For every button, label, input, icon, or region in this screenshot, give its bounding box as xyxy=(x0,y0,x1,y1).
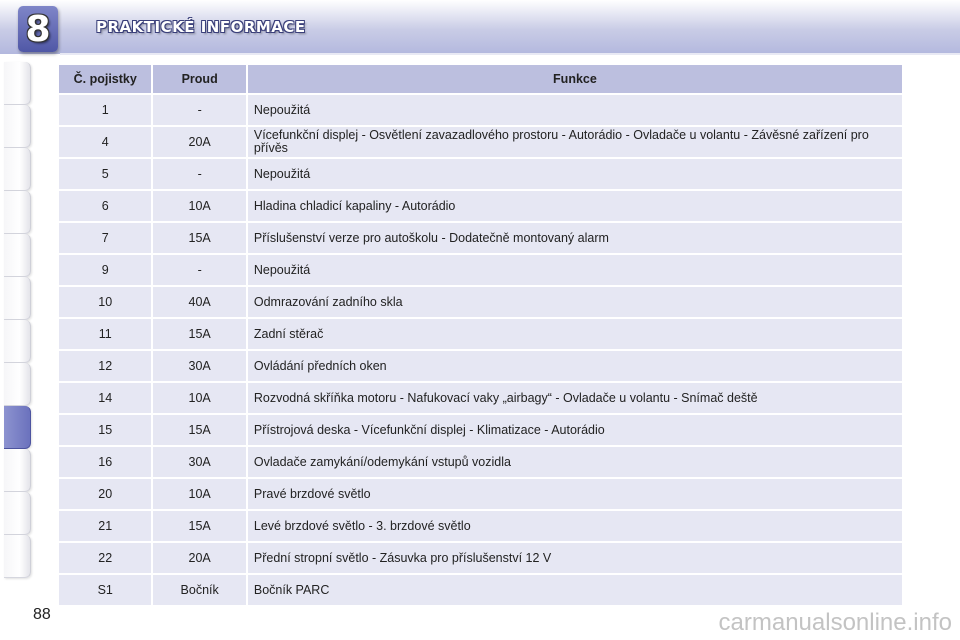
chapter-tab[interactable] xyxy=(4,234,31,277)
table-row xyxy=(59,95,902,125)
chapter-tab[interactable] xyxy=(4,449,31,492)
function-cell: Levé brzdové světlo - 3. brzdové světlo xyxy=(248,511,902,541)
current-cell: 15A xyxy=(153,511,245,541)
function-cell: Hladina chladicí kapaliny - Autorádio xyxy=(248,191,902,221)
table-row xyxy=(59,191,902,221)
current-cell: 15A xyxy=(153,319,245,349)
function-cell: Zadní stěrač xyxy=(248,319,902,349)
current-cell: 30A xyxy=(153,447,245,477)
chapter-badge xyxy=(18,6,58,52)
fuse-number-cell: 11 xyxy=(59,319,151,349)
chapter-tab[interactable] xyxy=(4,320,31,363)
chapter-tab[interactable] xyxy=(4,191,31,234)
fuse-number-cell: S1 xyxy=(59,575,151,605)
table-row xyxy=(59,287,902,317)
fuse-number-cell: 6 xyxy=(59,191,151,221)
function-cell: Přístrojová deska - Vícefunkční displej - Klimatizace - Autorádio xyxy=(248,415,902,445)
table-row xyxy=(59,159,902,189)
header-underline xyxy=(60,53,960,55)
fuse-number-cell: 7 xyxy=(59,223,151,253)
fuse-number-cell: 5 xyxy=(59,159,151,189)
table-row xyxy=(59,319,902,349)
current-cell: 10A xyxy=(153,479,245,509)
table-row xyxy=(59,415,902,445)
table-row xyxy=(59,479,902,509)
fuse-number-cell: 14 xyxy=(59,383,151,413)
current-cell: 10A xyxy=(153,383,245,413)
function-cell: Rozvodná skříňka motoru - Nafukovací vaky „airbagy“ - Ovladače u volantu - Snímač deště xyxy=(248,383,902,413)
function-cell: Ovládání předních oken xyxy=(248,351,902,381)
function-cell: Přední stropní světlo - Zásuvka pro příslušenství 12 V xyxy=(248,543,902,573)
chapter-tabs xyxy=(0,62,40,582)
current-cell: - xyxy=(153,255,245,285)
current-cell: 30A xyxy=(153,351,245,381)
fuse-number-cell: 16 xyxy=(59,447,151,477)
current-cell: 15A xyxy=(153,415,245,445)
column-header-fuse-number: Č. pojistky xyxy=(59,65,151,93)
function-cell: Nepoužitá xyxy=(248,255,902,285)
table-row xyxy=(59,223,902,253)
function-cell: Příslušenství verze pro autoškolu - Dodatečně montovaný alarm xyxy=(248,223,902,253)
column-header-function: Funkce xyxy=(248,65,902,93)
fuse-table xyxy=(57,63,904,607)
table-row xyxy=(59,447,902,477)
fuse-number-cell: 10 xyxy=(59,287,151,317)
fuse-table-body xyxy=(59,95,902,605)
current-cell: 20A xyxy=(153,543,245,573)
chapter-tab[interactable] xyxy=(4,62,31,105)
table-row xyxy=(59,575,902,605)
column-header-current: Proud xyxy=(153,65,245,93)
current-cell: - xyxy=(153,95,245,125)
table-row xyxy=(59,543,902,573)
function-cell: Odmrazování zadního skla xyxy=(248,287,902,317)
chapter-tab[interactable] xyxy=(4,277,31,320)
fuse-number-cell: 15 xyxy=(59,415,151,445)
function-cell: Nepoužitá xyxy=(248,95,902,125)
chapter-tab[interactable] xyxy=(4,363,31,406)
table-row xyxy=(59,383,902,413)
fuse-number-cell: 20 xyxy=(59,479,151,509)
fuse-number-cell: 4 xyxy=(59,127,151,157)
table-header-row xyxy=(59,65,902,93)
chapter-number: 8 xyxy=(25,8,51,50)
chapter-tab[interactable] xyxy=(4,105,31,148)
chapter-tab[interactable] xyxy=(4,148,31,191)
function-cell: Vícefunkční displej - Osvětlení zavazadlového prostoru - Autorádio - Ovladače u volantu - Závěsné zařízení pro přívěs xyxy=(248,127,902,157)
chapter-tab[interactable] xyxy=(4,406,31,449)
fuse-number-cell: 21 xyxy=(59,511,151,541)
fuse-number-cell: 9 xyxy=(59,255,151,285)
fuse-number-cell: 1 xyxy=(59,95,151,125)
current-cell: 10A xyxy=(153,191,245,221)
section-title: PRAKTICKÉ INFORMACE xyxy=(96,18,306,36)
current-cell: - xyxy=(153,159,245,189)
current-cell: Bočník xyxy=(153,575,245,605)
table-row xyxy=(59,511,902,541)
table-row xyxy=(59,351,902,381)
current-cell: 20A xyxy=(153,127,245,157)
function-cell: Nepoužitá xyxy=(248,159,902,189)
current-cell: 15A xyxy=(153,223,245,253)
chapter-tab[interactable] xyxy=(4,535,31,578)
current-cell: 40A xyxy=(153,287,245,317)
function-cell: Bočník PARC xyxy=(248,575,902,605)
function-cell: Ovladače zamykání/odemykání vstupů vozidla xyxy=(248,447,902,477)
fuse-number-cell: 12 xyxy=(59,351,151,381)
fuse-number-cell: 22 xyxy=(59,543,151,573)
chapter-tab[interactable] xyxy=(4,492,31,535)
watermark: carmanualsonline.info xyxy=(718,609,952,636)
fuse-table-container xyxy=(57,63,904,607)
table-row xyxy=(59,127,902,157)
function-cell: Pravé brzdové světlo xyxy=(248,479,902,509)
table-row xyxy=(59,255,902,285)
page-number: 88 xyxy=(33,606,51,623)
